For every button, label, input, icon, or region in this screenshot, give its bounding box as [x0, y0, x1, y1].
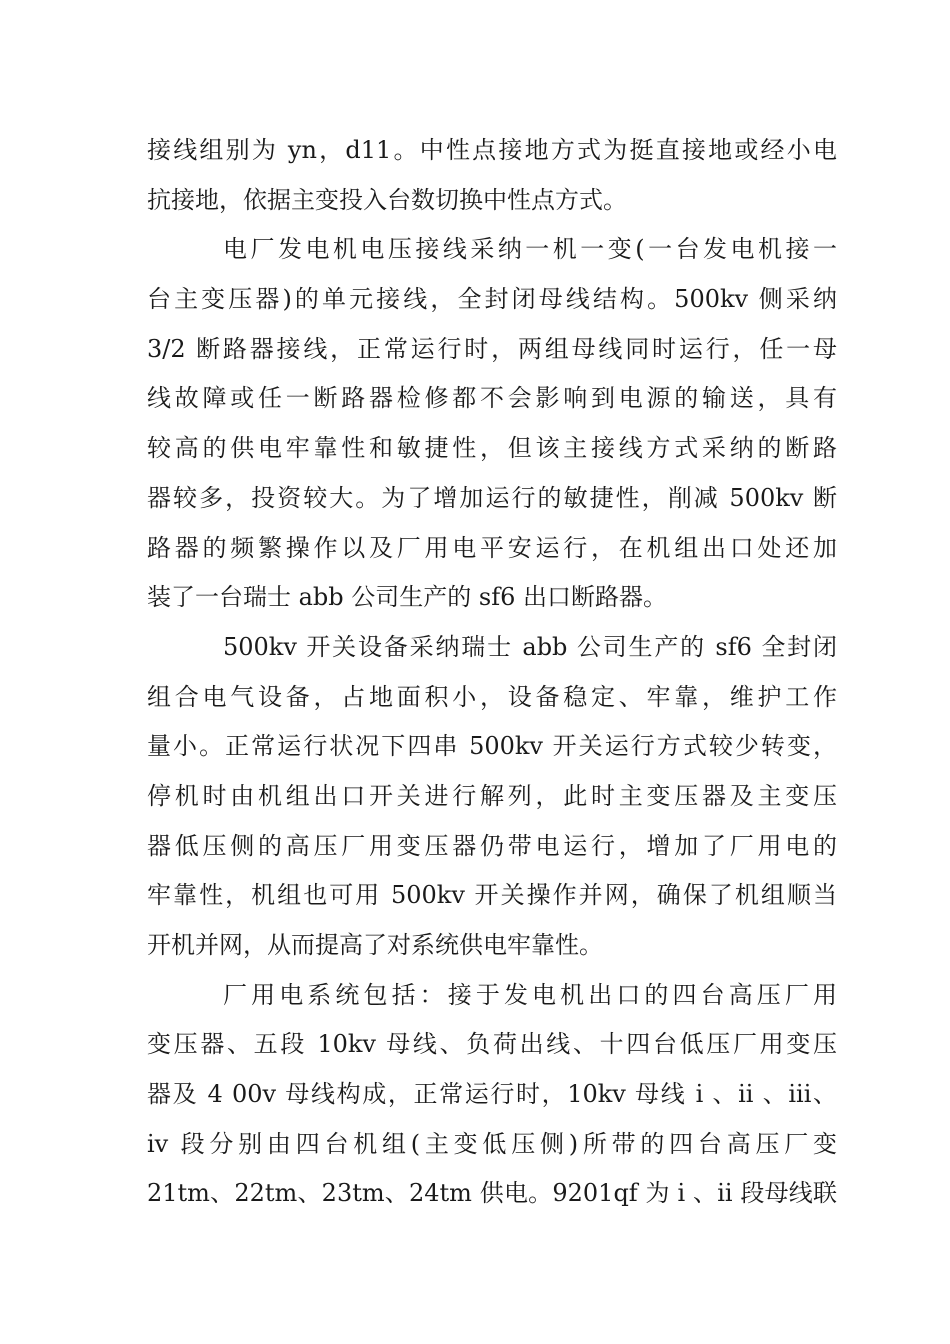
text-line: 器低压侧的高压厂用变压器仍带电运行，增加了厂用电的 [147, 831, 837, 860]
body-text [147, 126, 837, 1219]
text-line: 台主变压器)的单元接线，全封闭母线结构。500kv 侧采纳 [147, 285, 837, 314]
text-line: 3/2 断路器接线，正常运行时，两组母线同时运行，任一母 [147, 334, 837, 363]
text-line: 器较多，投资较大。为了增加运行的敏捷性，削减 500kv 断 [147, 483, 837, 512]
text-line: 500kv 开关设备采纳瑞士 abb 公司生产的 sf6 全封闭 [223, 632, 837, 661]
text-line: 路器的频繁操作以及厂用电平安运行，在机组出口处还加 [147, 533, 837, 562]
text-line: 较高的供电牢靠性和敏捷性，但该主接线方式采纳的断路 [147, 434, 837, 463]
text-line: 开机并网，从而提高了对系统供电牢靠性。 [147, 931, 603, 959]
text-line: 电厂发电机电压接线采纳一机一变(一台发电机接一 [223, 235, 837, 264]
text-line: 21tm、22tm、23tm、24tm 供电。9201qf 为 i 、ii 段母线联 [147, 1179, 837, 1208]
text-line: 装了一台瑞士 abb 公司生产的 sf6 出口断路器。 [147, 583, 668, 612]
text-line: iv 段分别由四台机组(主变低压侧)所带的四台高压厂变 [147, 1129, 837, 1158]
text-line: 量小。正常运行状况下四串 500kv 开关运行方式较少转变， [147, 732, 837, 761]
text-line: 厂用电系统包括：接于发电机出口的四台高压厂用 [223, 980, 837, 1009]
text-line: 变压器、五段 10kv 母线、负荷出线、十四台低压厂用变压 [147, 1030, 837, 1059]
text-line: 器及 4 00v 母线构成，正常运行时，10kv 母线 i 、ii 、iii、 [147, 1080, 837, 1109]
text-line: 抗接地，依据主变投入台数切换中性点方式。 [147, 185, 627, 214]
text-line: 组合电气设备，占地面积小，设备稳定、牢靠，维护工作 [147, 682, 837, 711]
text-line: 牢靠性，机组也可用 500kv 开关操作并网，确保了机组顺当 [147, 881, 837, 910]
text-line: 停机时由机组出口开关进行解列，此时主变压器及主变压 [147, 781, 837, 810]
text-line: 线故障或任一断路器检修都不会影响到电源的输送，具有 [147, 384, 837, 413]
text-line: 接线组别为 yn，d11。中性点接地方式为挺直接地或经小电 [147, 136, 837, 164]
